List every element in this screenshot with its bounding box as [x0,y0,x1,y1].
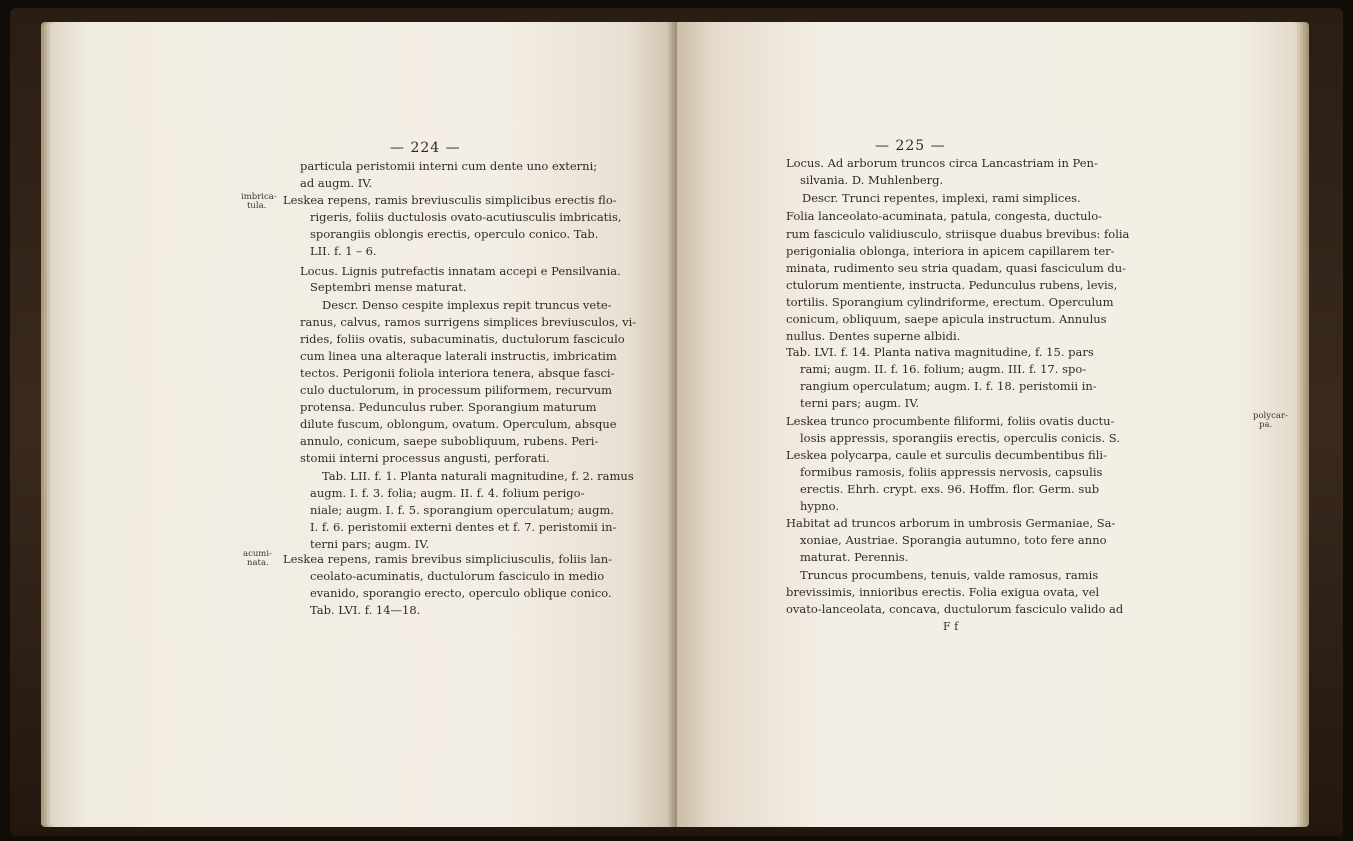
margin-note-imbricatula-2: tula. [247,201,267,211]
text-line: Leskea repens, ramis brevibus simpliciusculis, foliis lan- [283,552,613,566]
text-line: terni pars; augm. IV. [310,537,430,551]
text-line: Habitat ad truncos arborum in umbrosis Germaniae, Sa- [786,516,1116,530]
text-line: niale; augm. I. f. 5. sporangium operculatum; augm. [310,503,615,517]
text-line: Locus. Ad arborum truncos circa Lancastriam in Pen- [786,156,1098,170]
text-line: Truncus procumbens, tenuis, valde ramosus, ramis [800,568,1099,582]
text-line: rigeris, foliis ductulosis ovato-acutiusculis imbricatis, [310,210,622,224]
signature-mark: F f [943,620,959,633]
page-number-left: — 224 — [390,140,461,156]
text-line: cum linea una alteraque laterali instructis, imbricatim [300,349,617,363]
margin-note-acuminata-2: nata. [247,558,269,568]
text-line: Descr. Denso cespite implexus repit truncus vete- [322,298,612,312]
text-line: augm. I. f. 3. folia; augm. II. f. 4. folium perigo- [310,486,585,500]
text-line: brevissimis, innioribus erectis. Folia exigua ovata, vel [786,585,1100,599]
text-line: Septembri mense maturat. [310,280,467,294]
text-line: Folia lanceolato-acuminata, patula, congesta, ductulo- [786,209,1102,223]
text-line: rides, foliis ovatis, subacuminatis, ductulorum fasciculo [300,332,625,346]
text-line: Leskea repens, ramis breviusculis simplicibus erectis flo- [283,193,617,207]
text-line: protensa. Pedunculus ruber. Sporangium maturum [300,400,597,414]
text-line: nullus. Dentes superne albidi. [786,329,961,343]
text-line: dilute fuscum, oblongum, ovatum. Operculum, absque [300,417,617,431]
text-line: formibus ramosis, foliis appressis nervosis, capsulis [800,465,1103,479]
text-line: Tab. LVI. f. 14—18. [310,603,421,617]
text-line: ranus, calvus, ramos surrigens simplices breviusculos, vi- [300,315,637,329]
text-line: ovato-lanceolata, concava, ductulorum fasciculo valido ad [786,602,1124,616]
margin-note-polycarpa-2: pa. [1259,420,1273,430]
margin-note-acuminata-1: acumi- [243,549,272,559]
text-line: xoniae, Austriae. Sporangia autumno, toto fere anno [800,533,1107,547]
text-line: culo ductulorum, in processum piliformem, recurvum [300,383,613,397]
text-line: tectos. Perigonii foliola interiora tenera, absque fasci- [300,366,615,380]
text-line: ceolato-acuminatis, ductulorum fasciculo in medio [310,569,605,583]
text-line: annulo, conicum, saepe subobliquum, rubens. Peri- [300,434,599,448]
margin-note-imbricatula-1: imbrica- [241,192,277,202]
text-line: perigonialia oblonga, interiora in apicem capillarem ter- [786,244,1115,258]
page-number-right: — 225 — [875,138,946,154]
text-line: ctulorum mentiente, instructa. Pedunculus rubens, levis, [786,278,1118,292]
text-line: LII. f. 1 – 6. [310,244,377,258]
text-line: erectis. Ehrh. crypt. exs. 96. Hoffm. flor. Germ. sub [800,482,1100,496]
text-line: hypno. [800,499,840,513]
text-line: Locus. Lignis putrefactis innatam accepi e Pensilvania. [300,264,621,278]
text-line: I. f. 6. peristomii externi dentes et f. 7. peristomii in- [310,520,617,534]
right-page [677,22,1297,827]
text-line: particula peristomii interni cum dente uno externi; [300,159,598,173]
text-line: Descr. Trunci repentes, implexi, rami simplices. [802,191,1081,205]
text-line: rangium operculatum; augm. I. f. 18. peristomii in- [800,379,1097,393]
text-line: Leskea trunco procumbente filiformi, foliis ovatis ductu- [786,414,1115,428]
book-spread [10,8,1343,836]
text-line: evanido, sporangio erecto, operculo oblique conico. [310,586,612,600]
text-line: Tab. LII. f. 1. Planta naturali magnitudine, f. 2. ramus [322,469,634,483]
text-line: rami; augm. II. f. 16. folium; augm. III. f. 17. spo- [800,362,1087,376]
left-page [50,22,677,827]
text-line: rum fasciculo validiusculo, striisque duabus brevibus: folia [786,227,1130,241]
text-line: silvania. D. Muhlenberg. [800,173,944,187]
text-line: terni pars; augm. IV. [800,396,920,410]
text-line: maturat. Perennis. [800,550,909,564]
text-line: losis appressis, sporangiis erectis, operculis conicis. S. [800,431,1120,445]
text-line: stomii interni processus angusti, perforati. [300,451,550,465]
text-line: tortilis. Sporangium cylindriforme, erectum. Operculum [786,295,1114,309]
text-line: minata, rudimento seu stria quadam, quasi fasciculum du- [786,261,1127,275]
text-line: Tab. LVI. f. 14. Planta nativa magnitudine, f. 15. pars [786,345,1094,359]
text-line: ad augm. IV. [300,176,373,190]
text-line: conicum, obliquum, saepe apicula instructum. Annulus [786,312,1107,326]
margin-note-polycarpa-1: polycar- [1253,411,1288,421]
text-line: sporangiis oblongis erectis, operculo conico. Tab. [310,227,599,241]
text-line: Leskea polycarpa, caule et surculis decumbentibus fili- [786,448,1107,462]
